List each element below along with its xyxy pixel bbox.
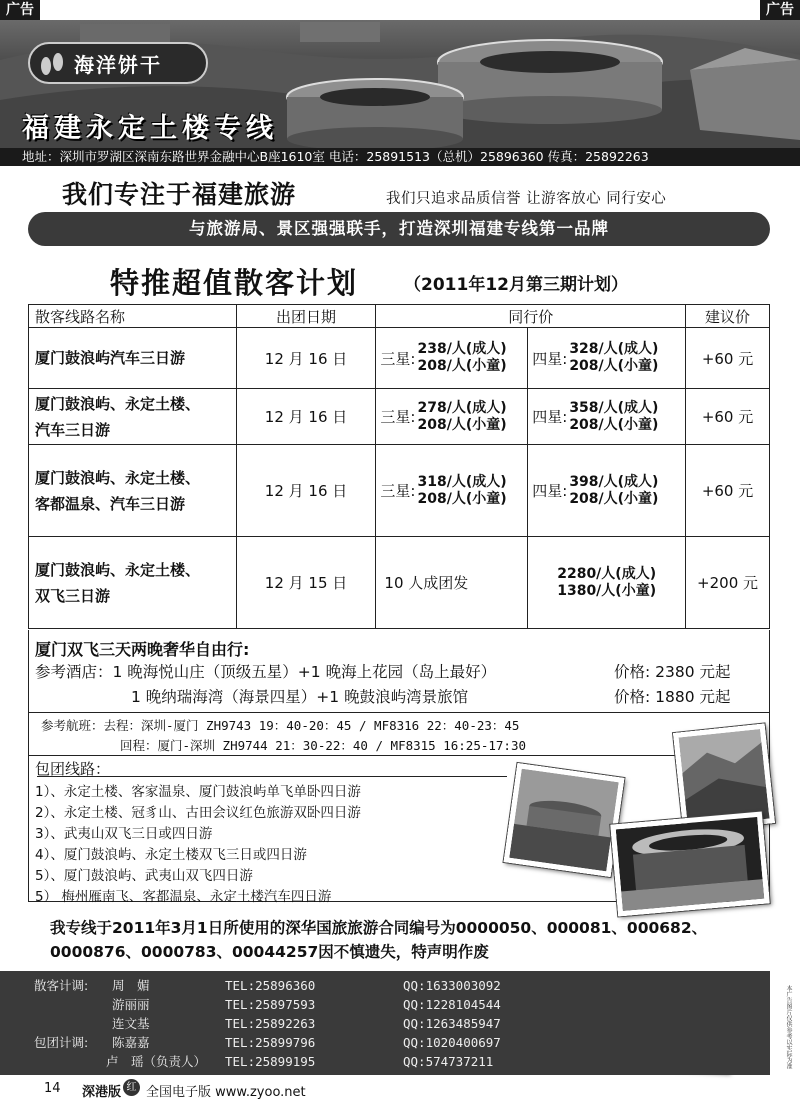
contacts-panel	[0, 971, 770, 1075]
hotel-line-2: 1 晚纳瑞海湾（海景四星）+1 晚鼓浪屿湾景旅馆	[131, 688, 469, 706]
contact-row	[0, 1015, 600, 1033]
child-price: 208/人(小童)	[417, 358, 507, 374]
suggest-price: +60 元	[686, 389, 770, 445]
tulou-interior-photo	[610, 812, 769, 917]
route-name-line: 厦门鼓浪屿、永定土楼、	[35, 468, 201, 487]
route-name	[29, 389, 237, 445]
tier-label: 三星:	[380, 408, 416, 426]
adult-price: 278/人(成人)	[417, 399, 507, 416]
route-date: 12 月 15 日	[236, 537, 376, 629]
plan-title: 特推超值散客计划	[110, 266, 359, 300]
contact-tel: TEL:25892263	[225, 1016, 316, 1031]
contact-row	[0, 1053, 600, 1071]
child-price: 208/人(小童)	[569, 358, 659, 374]
hotel-line-1: 参考酒店：1 晚海悦山庄（顶级五星）+1 晚海上花园（岛上最好）	[35, 663, 497, 681]
package-item: 5）、厦门鼓浪屿、武夷山双飞四日游	[35, 868, 253, 884]
contact-row	[0, 977, 600, 995]
route-date: 12 月 16 日	[236, 328, 376, 389]
table-row	[29, 389, 770, 445]
ad-tag-right: 广告	[760, 0, 800, 20]
tulou-photo	[504, 763, 625, 877]
brand-logo	[28, 42, 208, 84]
child-price: 208/人(小童)	[417, 490, 507, 507]
adult-price: 2280/人(成人)	[557, 565, 657, 582]
adult-price: 328/人(成人)	[569, 341, 659, 357]
child-price: 208/人(小童)	[569, 416, 659, 433]
child-price: 1380/人(小童)	[557, 582, 657, 599]
plan-subtitle: （2011年12月第三期计划）	[404, 275, 628, 295]
ad-tag-left: 广告	[0, 0, 40, 20]
child-price: 208/人(小童)	[417, 416, 507, 433]
route-name	[29, 328, 237, 389]
table-header-row	[29, 305, 770, 328]
route-name-line: 厦门鼓浪屿、永定土楼、	[35, 394, 201, 413]
adult-price: 238/人(成人)	[417, 341, 507, 357]
price-line-1: 价格: 2380 元起	[614, 663, 731, 681]
contact-label: 散客计调:	[34, 978, 89, 993]
header-route-name: 散客线路名称	[29, 305, 237, 328]
brand-pill: 与旅游局、景区强强联手，打造深圳福建专线第一品牌	[28, 212, 770, 246]
route-date: 12 月 16 日	[236, 389, 376, 445]
package-item: 5） 梅州雁南飞、客都温泉、永定土楼汽车四日游	[35, 889, 332, 905]
tier-label: 四星:	[532, 408, 568, 426]
contact-qq: QQ:1228104544	[403, 997, 501, 1012]
contact-name: 周 媚	[112, 978, 150, 993]
contact-name: 陈嘉嘉	[112, 1035, 150, 1050]
tier-label: 三星:	[380, 349, 416, 368]
edition-label: 深港版	[82, 1085, 122, 1100]
free-travel-title: 厦门双飞三天两晚奢华自由行:	[35, 640, 250, 659]
package-item: 4）、厦门鼓浪屿、永定土楼双飞三日或四日游	[35, 847, 307, 863]
group-note: 10 人成团发	[376, 537, 528, 629]
contact-row	[0, 996, 600, 1014]
route-name-line: 厦门鼓浪屿汽车三日游	[35, 349, 186, 367]
contact-qq: QQ:574737211	[403, 1054, 494, 1069]
logo-text: 海洋饼干	[74, 52, 162, 77]
lost-contract-notice: 我专线于2011年3月1日所使用的深华国旅旅游合同编号为0000050、000081、000682、0000876、0000783、00044257因不慎遗失，特声明作废	[50, 919, 708, 961]
route-name	[29, 537, 237, 629]
contact-name: 卢 瑶（负责人）	[106, 1054, 207, 1069]
price-line-2: 价格: 1880 元起	[614, 688, 731, 706]
adult-price: 358/人(成人)	[569, 399, 659, 416]
package-item: 1）、永定土楼、客家温泉、厦门鼓浪屿单飞单卧四日游	[35, 784, 361, 800]
routes-table	[28, 304, 770, 629]
contact-bar: 地址：深圳市罗湖区深南东路世界金融中心B座1610室 电话：25891513（总机）25896360 传真：25892263	[0, 148, 800, 166]
contact-qq: QQ:1020400697	[403, 1035, 501, 1050]
route-name-line: 客都温泉、汽车三日游	[35, 494, 186, 513]
price-tier-b	[528, 445, 686, 537]
contact-label: 包团计调:	[34, 1035, 89, 1050]
flight-package-price	[528, 537, 686, 629]
suggest-price: +60 元	[686, 328, 770, 389]
contact-qq: QQ:1263485947	[403, 1016, 501, 1031]
side-disclaimer: 本广告图片仅供参考以实际为准	[785, 985, 792, 1069]
banner	[0, 20, 800, 166]
route-name-line: 双飞三日游	[35, 586, 111, 605]
table-row	[29, 445, 770, 537]
package-item: 2）、永定土楼、冠豸山、古田会议红色旅游双卧四日游	[35, 805, 361, 821]
header-price: 同行价	[376, 305, 686, 328]
flight-line-outbound: 参考航班：去程：深圳-厦门 ZH9743 19：40-20：45 / MF8316 22：40-23：45	[41, 718, 520, 733]
price-tier-a	[376, 445, 528, 537]
adult-price: 398/人(成人)	[569, 473, 659, 490]
header-suggest: 建议价	[686, 305, 770, 328]
adult-price: 318/人(成人)	[417, 473, 507, 490]
focus-heading: 我们专注于福建旅游	[62, 180, 297, 209]
page-footer	[0, 1076, 800, 1100]
child-price: 208/人(小童)	[569, 490, 659, 507]
contact-tel: TEL:25896360	[225, 978, 316, 993]
contact-name: 连文基	[112, 1016, 150, 1031]
price-tier-a	[376, 328, 528, 389]
divider	[37, 776, 507, 777]
tier-label: 四星:	[532, 482, 568, 500]
tier-label: 三星:	[380, 482, 416, 500]
header-date: 出团日期	[236, 305, 376, 328]
tier-label: 四星:	[532, 349, 568, 368]
contact-tel: TEL:25899796	[225, 1035, 316, 1050]
route-name	[29, 445, 237, 537]
footprint-icon	[30, 44, 74, 82]
flight-line-return: 回程：厦门-深圳 ZH9744 21：30-22：40 / MF8315 16:25-17:30	[120, 738, 527, 753]
contact-row	[0, 1034, 600, 1052]
banner-title: 福建永定土楼专线	[22, 113, 278, 144]
page-number: 14	[44, 1081, 61, 1096]
route-name-line: 厦门鼓浪屿、永定土楼、	[35, 560, 201, 579]
package-item: 3）、武夷山双飞三日或四日游	[35, 826, 213, 842]
contact-name: 游丽丽	[112, 997, 150, 1012]
free-travel-box	[28, 630, 770, 712]
contact-tel: TEL:25897593	[225, 997, 316, 1012]
contact-tel: TEL:25899195	[225, 1054, 316, 1069]
table-row	[29, 537, 770, 629]
route-date: 12 月 16 日	[236, 445, 376, 537]
contact-qq: QQ:1633003092	[403, 978, 501, 993]
flights-box	[28, 712, 770, 756]
price-tier-b	[528, 389, 686, 445]
focus-subheading: 我们只追求品质信誉 让游客放心 同行安心	[386, 191, 667, 207]
route-name-line: 汽车三日游	[35, 420, 111, 439]
suggest-price: +200 元	[686, 537, 770, 629]
edition-badge-icon: 红	[123, 1079, 140, 1096]
website-link[interactable]: 全国电子版 www.zyoo.net	[146, 1085, 306, 1100]
suggest-price: +60 元	[686, 445, 770, 537]
table-row	[29, 328, 770, 389]
price-tier-b	[528, 328, 686, 389]
price-tier-a	[376, 389, 528, 445]
package-title: 包团线路：	[35, 760, 111, 778]
